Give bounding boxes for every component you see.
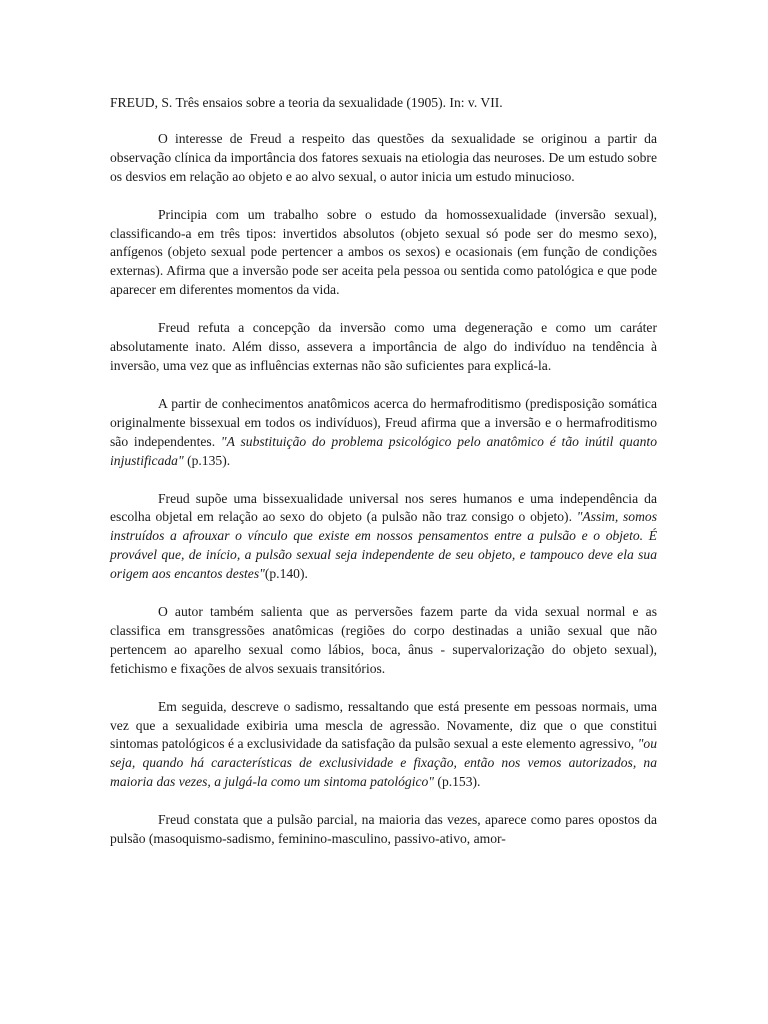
page-citation: (p.135). [183,452,231,468]
quotation: "ou seja, quando há características de exclusividade e fixação, então nos vemos autorizados, na maioria das vezes, a julgá-la como um sintoma patológico" [110,736,657,790]
page-citation: (p.140). [264,566,308,582]
paragraph-text: Principia com um trabalho sobre o estudo da homossexualidade (inversão sexual), classificando-a em três tipos: invertidos absolutos (objeto sexual só pode ser do mesmo sexo), anfígenos (objeto sexual pode pertencer a ambos os sexos) e ocasionais (em função de condições externas). Afirma que a inversão pode ser aceita pela pessoa ou sentida como patológica e que pode aparecer em diferentes momentos da vida. [110,206,657,298]
paragraph [110,395,657,471]
paragraph-text: A partir de conhecimentos anatômicos acerca do hermafroditismo (predisposição somática originalmente bissexual em todos os indivíduos), Freud afirma que a inversão e o hermafroditismo são independentes. [110,395,657,449]
paragraph-text: Freud constata que a pulsão parcial, na maioria das vezes, aparece como pares opostos da pulsão (masoquismo-sadismo, feminino-masculino, passivo-ativo, amor- [110,812,657,847]
paragraph [110,319,657,376]
paragraph-text: O interesse de Freud a respeito das questões da sexualidade se originou a partir da observação clínica da importância dos fatores sexuais na etiologia das neuroses. De um estudo sobre os desvios em relação ao objeto e ao alvo sexual, o autor inicia um estudo minucioso. [110,130,657,184]
paragraph [110,811,657,849]
paragraph [110,603,657,679]
paragraph-text: Freud supõe uma bissexualidade universal nos seres humanos e uma independência da escolha objetal em relação ao sexo do objeto (a pulsão não traz consigo o objeto). [110,490,657,525]
paragraph-text: O autor também salienta que as perversões fazem parte da vida sexual normal e as classifica em transgressões anatômicas (regiões do corpo destinadas a união sexual que não pertencem ao aparelho sexual como lábios, boca, ânus - supervalorização do objeto sexual), fetichismo e fixações de alvos sexuais transitórios. [110,604,657,676]
paragraph [110,130,657,187]
bibliographic-reference: FREUD, S. Três ensaios sobre a teoria da sexualidade (1905). In: v. VII. [110,95,503,110]
paragraph [110,206,657,301]
paragraph-text: Em seguida, descreve o sadismo, ressaltando que está presente em pessoas normais, uma vez que a sexualidade exibiria uma mescla de agressão. Novamente, diz que o que constitui sintomas patológicos é a exclusividade da satisfação da pulsão sexual a este elemento agressivo, [110,698,657,752]
page-citation: (p.153). [434,774,481,790]
paragraph [110,490,657,585]
quotation: "A substituição do problema psicológico pelo anatômico é tão inútil quanto injustificada" [110,433,657,468]
quotation: "Assim, somos instruídos a afrouxar o vínculo que existe em nossos pensamentos entre a pulsão e o objeto. É provável que, de início, a pulsão sexual seja independente de seu objeto, e tampouco deve ela sua origem aos encantos destes" [110,509,657,582]
paragraph-text: Freud refuta a concepção da inversão como uma degeneração e como um caráter absolutamente inato. Além disso, assevera a importância de algo do indivíduo na tendência à inversão, uma vez que as influências externas não são suficientes para explicá-la. [110,320,657,373]
paragraph [110,698,657,793]
